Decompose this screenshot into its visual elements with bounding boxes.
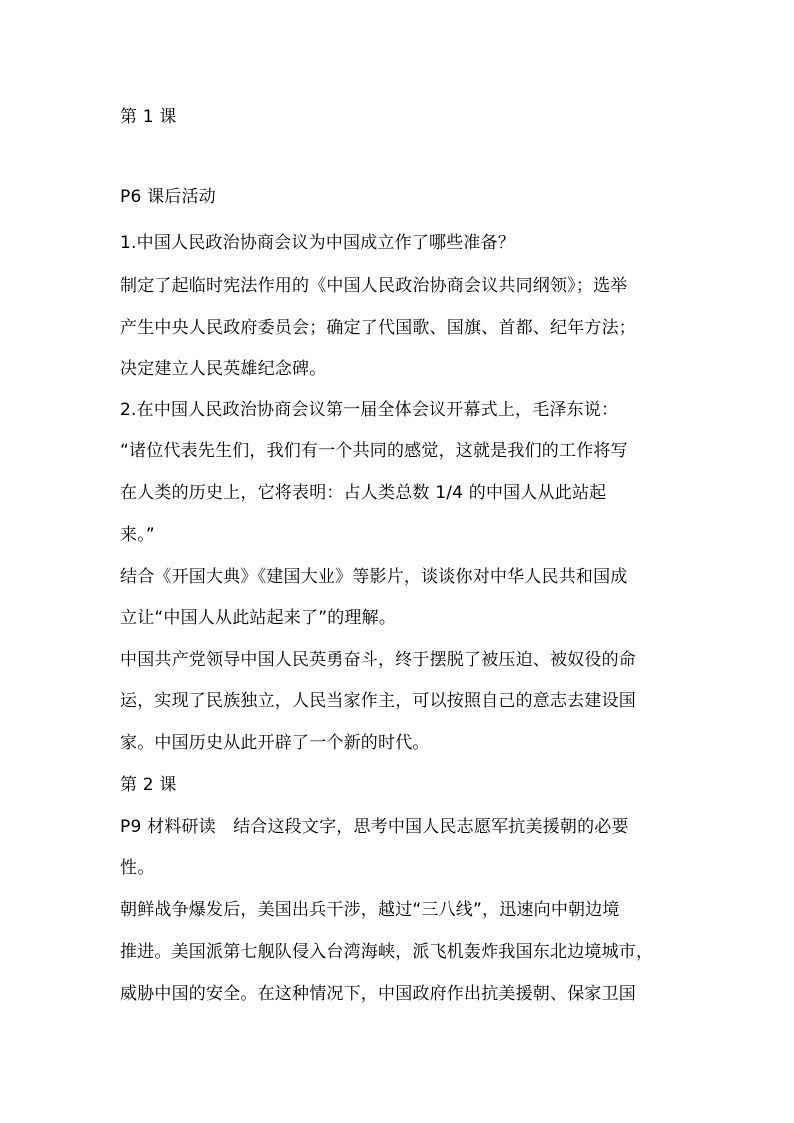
question-2-line-5: 结合《开国大典》《建国大业》等影片，谈谈你对中华人民共和国成 — [120, 567, 628, 587]
question-2-line-6: 立让“中国人从此站起来了”的理解。 — [120, 608, 397, 628]
answer-3-line-2: 推进。美国派第七舰队侵入台湾海峡，派飞机轰炸我国东北边境城市， — [120, 942, 654, 962]
question-2-line-1: 2.在中国人民政治协商会议第一届全体会议开幕式上，毛泽东说： — [120, 400, 619, 420]
answer-2-line-1: 中国共产党领导中国人民英勇奋斗，终于摆脱了被压迫、被奴役的命 — [120, 650, 636, 670]
p9-material-line-2: 性。 — [120, 858, 155, 878]
question-2-line-2: “诸位代表先生们，我们有一个共同的感觉，这就是我们的工作将写 — [120, 441, 628, 461]
lesson-1-heading: 第 1 课 — [120, 107, 177, 127]
p6-activity-heading: P6 课后活动 — [120, 187, 216, 207]
answer-1-line-3: 决定建立人民英雄纪念碑。 — [120, 359, 327, 379]
answer-3-line-1: 朝鲜战争爆发后，美国出兵干涉，越过“三八线”，迅速向中朝边境 — [120, 900, 620, 920]
answer-1-line-2: 产生中央人民政府委员会；确定了代国歌、国旗、首都、纪年方法； — [120, 318, 636, 338]
question-1: 1.中国人民政治协商会议为中国成立作了哪些准备？ — [120, 233, 516, 253]
lesson-2-heading: 第 2 课 — [120, 775, 177, 795]
answer-1-line-1: 制定了起临时宪法作用的《中国人民政治协商会议共同纲领》；选举 — [120, 276, 628, 296]
p9-material-line-1: P9 材料研读 结合这段文字，思考中国人民志愿军抗美援朝的必要 — [120, 817, 629, 837]
question-2-line-3: 在人类的历史上，它将表明：占人类总数 1/4 的中国人从此站起 — [120, 483, 607, 503]
answer-3-line-3: 威胁中国的安全。在这种情况下，中国政府作出抗美援朝、保家卫国 — [120, 984, 636, 1004]
question-2-line-4: 来。” — [120, 525, 155, 545]
answer-2-line-2: 运，实现了民族独立，人民当家作主，可以按照自己的意志去建设国 — [120, 691, 636, 711]
answer-2-line-3: 家。中国历史从此开辟了一个新的时代。 — [120, 733, 430, 753]
